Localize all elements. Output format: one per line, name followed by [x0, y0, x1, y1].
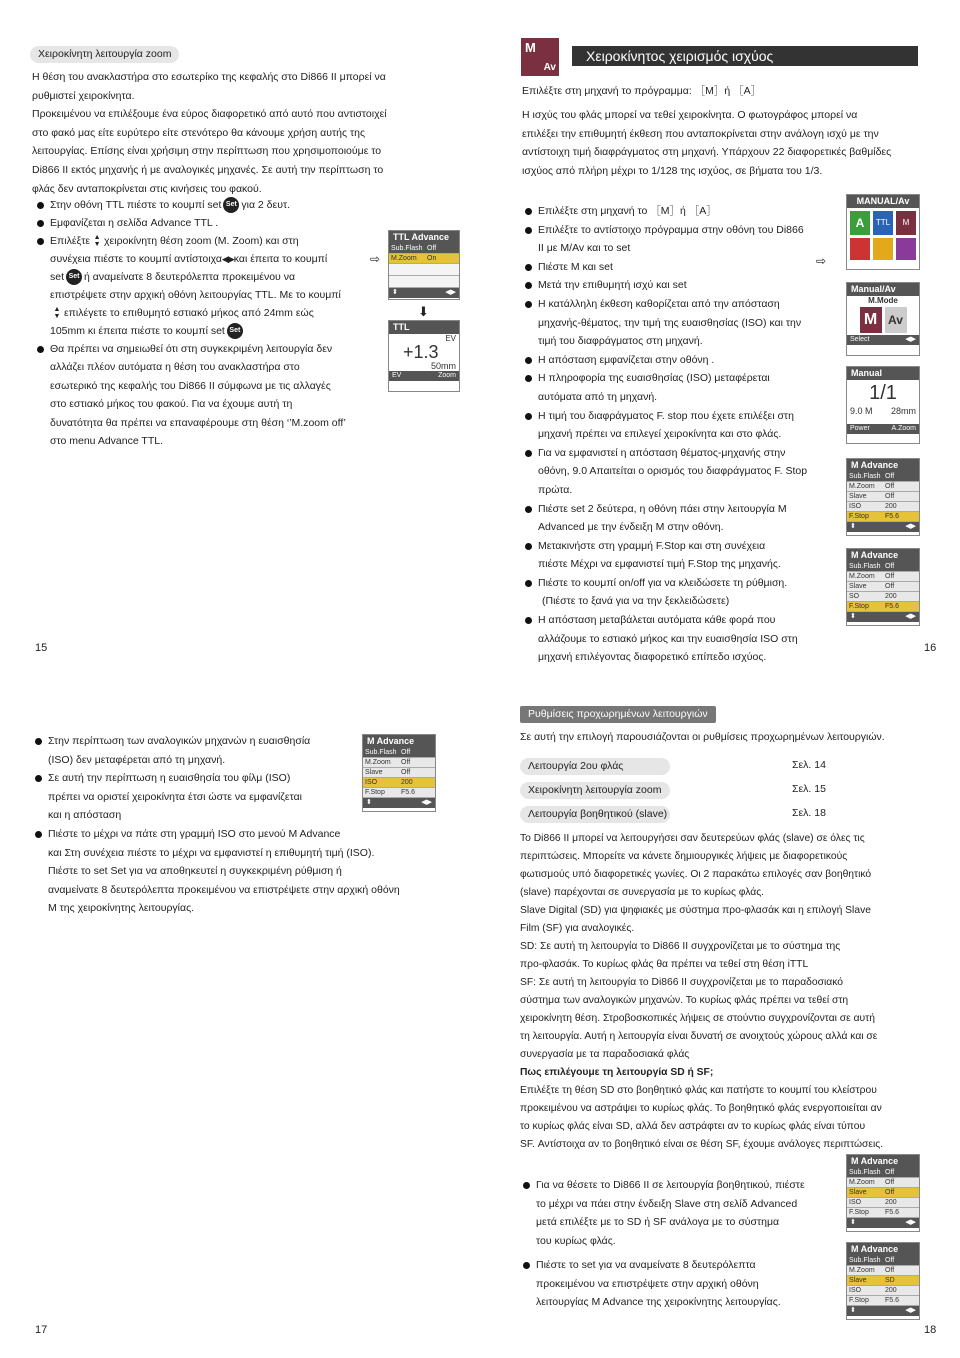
- lcd-ttl-screen: TTL EV +1.3 50mm EV Zoom: [388, 320, 460, 392]
- lcd-manual-av-mode: Manual/Av M.Mode M Av Select ◀▶: [846, 282, 920, 356]
- step-3-line-5: ▲ ▼ επιλέγετε το επιθυμητό εστιακό μήκος από 24mm εώς: [50, 304, 314, 323]
- step-1: Στην οθόνη TTL πιέστε το κουμπί set Set για 2 δευτ.: [50, 196, 290, 215]
- page-16: [480, 0, 960, 670]
- up-down-icon: ▲ ▼: [93, 234, 101, 249]
- lcd-m-advance-1: M Advance Sub.Flash Off M.Zoom Off Slave Off ISO 200 F.Stop F5.6 ⬍ ◀▶: [846, 1154, 920, 1232]
- toc-item-2: Χειροκίνητη λειτουργία zoom: [520, 782, 670, 799]
- lcd-m-advance: M Advance Sub.Flash Off M.Zoom Off Slave Off ISO 200 F.Stop F5.6 ⬍ ◀▶: [362, 734, 436, 812]
- intro-text: Η θέση του ανακλαστήρα στο εσωτερίκο της κεφαλής στο Di866 II μπορεί να ρυθμιστεί χειροκίνητα. Προκειμένου να επιλέξουμε ένα εύρος διαφορετικό από αυτό που αντιστοιχεί στο φακό μας είτε ευρύτερο είτε στενότερο θα κάνουμε χρήση αυτής της λειτουργίας. Επίσης είναι χρήσιμη στην περίπτωση που χρησιμοποιούμε το Di866 II εκτός μηχανής ή με αναλογικές μηχανές. Σε αυτή την περίπτωση το φλάς δεν ανταποκρίνεται στις κινήσεις του φακού.: [32, 71, 387, 195]
- lcd-m-advance-2: M Advance Sub.Flash Off M.Zoom Off Slave Off SO 200 F.Stop F5.6 ⬍ ◀▶: [846, 548, 920, 626]
- step-2: Πιέστε το set για να αναμείνατε 8 δευτερόλεπτα προκειμένου να επιστρέψετε στην αρχική οθόνη λειτουργίας M Advance της χειροκίνητης λειτουργίας.: [536, 1256, 781, 1312]
- intro-text: Η ισχύς του φλάς μπορεί να τεθεί χειροκίνητα. Ο φωτογράφος μπορεί να επιλέξει την επιθυμητή έκθεση που ανταποκρίνεται στην ανάλογη ισχύ με την αντίστοιχη τιμή διαφράγματος στη μηχανή. Υπάρχουν 22 διαφορετικές βαθμίδες ισχύος από πλήρη μέχρι το 1/128 της ισχύος, σε βήματα του 1/3.: [522, 109, 892, 177]
- left-right-icon: ◀▶: [221, 254, 234, 264]
- page-number: 17: [35, 1324, 48, 1336]
- page-header: Χειροκίνητος χειρισμός ισχύος: [572, 46, 918, 66]
- m-av-mode-icon: M Av: [521, 38, 559, 76]
- up-down-icon: ▲ ▼: [53, 306, 61, 321]
- intro-text: Σε αυτή την επιλογή παρουσιάζονται οι ρυθμίσεις προχωρημένων λειτουργιών.: [520, 731, 885, 743]
- step-4-text: αλλάζει πλέον αυτόματα η θέση του ανακλαστήρα στο εσωτερικό της κεφαλής του Di866 II σύμφωνα με τις αλλαγές στο εστιακό μήκος του φακού. Για να έχουμε αυτή τη δυνατότητα θα πρέπει να επαναφέρουμε στη θέση ‘’M.zoom off’ στο menu Advance TTL.: [50, 361, 346, 448]
- set-button-icon: Set: [66, 269, 82, 285]
- lcd-m-advance-2: M Advance Sub.Flash Off M.Zoom Off Slave SD ISO 200 F.Stop F5.6 ⬍ ◀▶: [846, 1242, 920, 1320]
- toc-item-3: Λειτουργία βοηθητικού (slave): [520, 806, 670, 823]
- step-3: Επιλέξτε ▲ ▼ χειροκίνητη θέση zoom (M. Zoom) και στη: [50, 232, 299, 251]
- step-3-line-6: 105mm κι έπειτα πιέστε το κουμπί set Set: [50, 322, 245, 341]
- section-pill: Χειροκίνητη λειτουργία zoom: [30, 46, 179, 63]
- lcd-m-advance-1: M Advance Sub.Flash Off M.Zoom Off Slave Off ISO 200 F.Stop F5.6 ⬍ ◀▶: [846, 458, 920, 536]
- set-button-icon: Set: [223, 197, 239, 213]
- intro-line: Επιλέξτε στη μηχανή το πρόγραμμα: ［M］ή ［A］: [522, 85, 762, 97]
- toc-page-3: Σελ. 18: [792, 807, 826, 819]
- step-3-line-3: set Set ή αναμείνατε 8 δευτερόλεπτα προκειμένου να: [50, 268, 295, 287]
- arrow-icon: ⇨: [816, 254, 827, 268]
- page-18: [480, 690, 960, 1358]
- step-3-line-4: επιστρέψετε στην αρχική οθόνη λειτουργίας TTL. Με το κουμπί: [50, 289, 341, 301]
- down-arrow-icon: ⬇: [418, 304, 429, 319]
- page-15: [0, 0, 480, 670]
- lcd-manual-av-menu: MANUAL/Av A TTL M: [846, 194, 920, 270]
- step-3-line-2: συνέχεια πιέστε το κουμπί αντίστοιχα◀▶και έπειτα το κουμπί: [50, 250, 327, 269]
- page-number: 15: [35, 642, 48, 654]
- steps: Στην περίπτωση των αναλογικών μηχανών η ευαισθησία (ISO) δεν μεταφέρεται από τη μηχανή. Σε αυτή την περίπτωση η ευαισθησία του φίλμ (ISO) πρέπει να οριστεί χειροκίνητα έτσι ώστε να εμφανίζεται και η απόσταση Πιέστε το μέχρι να πάτε στη γραμμή ISO στο μενού M Advance και Στη συνέχεια πιέστε το μέχρι να εμφανιστεί η επιθυμητή τιμή (ISO). Πιέστε το set Set για να αποθηκευτεί η συγκεκριμένη ρύθμιση ή αναμείνατε 8 δευτερόλεπτα προκειμένου να επιστρέψετε στην αρχική οθόνη M της χειροκίνητης λειτουργίας.: [48, 732, 400, 918]
- section-pill: Ρυθμίσεις προχωρημένων λειτουργιών: [520, 706, 716, 723]
- page-number: 18: [924, 1324, 937, 1336]
- arrow-icon: ⇨: [370, 252, 381, 266]
- steps: Επιλέξτε στη μηχανή το ［M］ή ［A］ Επιλέξτε το αντίστοιχο πρόγραμμα στην οθόνη του Di866 II με M/Av και το set Πιέστε M και set Μετά την επιθυμητή ισχύ και set Η κατάλληλη έκθεση καθορίζεται από την απόσταση μηχανής-θέματος, την τιμή της ευαισθησίας (ISO) και την τιμή του διαφράγματος στη μηχανή. Η απόσταση εμφανίζεται στην οθόνη . Η πληροφορία της ευαισθησίας (ISO) μεταφέρεται αυτόματα από τη μηχανή. Η τιμή του διαφράγματος F. stop που έχετε επιλέξει στη μηχανή πρέπει να επιλεγεί χειροκίνητα και στο φλάς. Για να εμφανιστεί η απόσταση θέματος-μηχανής στην οθόνη, 9.0 Απαιτείται ο ορισμός του διαφράγματος F. Stop πρώτα. Πιέστε set 2 δεύτερα, η οθόνη πάει στην λειτουργία M Advanced με την ένδειξη M στην οθόνη. Μετακινήστε στη γραμμή F.Stop και στη συνέχεια πιέστε Μέχρι να εμφανιστεί τιμή F.Stop της μηχανής. Πιέστε το κουμπί on/off για να κλειδώσετε τη ρύθμιση. (Πιέστε το ξανά για να την ξεκλειδώσετε) Η απόσταση μεταβάλεται αυτόματα κάθε φορά που αλλάζουμε το εστιακό μήκος και την ευαισθησία ISO στη μηχανή επιλέγοντας διαφορετικό επίπεδο ισχύος.: [538, 202, 807, 667]
- lcd-ttl-advance: TTL Advance Sub.Flash Off M.Zoom On ⬍ ◀▶: [388, 230, 460, 300]
- step-2: Εμφανίζεται η σελίδα Advance TTL .: [50, 214, 218, 233]
- toc-page-2: Σελ. 15: [792, 783, 826, 795]
- slave-description: Το Di866 II μπορεί να λειτουργήσει σαν δευτερεύων φλάς (slave) σε όλες τις περιπτώσεις. Μπορείτε να κάνετε δημιουργικές λήψεις με διαφορετικούς φωτισμούς υπό διαφορετικές γωνίες. Οι 2 παρακάτω επιλογές σαν βοηθητικό (slave) παρέχονται σε συνεργασία με το κυρίως φλάς. Slave Digital (SD) για ψηφιακές με σύστημα προ-φλασάκ και η επιλογή Slave Film (SF) για αναλογικές. SD: Σε αυτή τη λειτουργία το Di866 II συγχρονίζεται με το σύστημα της προ-φλασάκ. Το κυρίως φλάς θα πρέπει να τεθεί στη θέση iTTL SF: Σε αυτή τη λειτουργία το Di866 II συγχρονίζεται με το παραδοσιακό σύστημα των αναλογικών μηχανών. Το κυρίως φλάς πρέπει να τεθεί στη χειροκίνητη θέση. Στροβοσκοπικές λήψεις σε στούντιο συγχρονίζονται σε αυτή τη λειτουργία. Αυτή η λειτουργία είναι δυνατή σε ανοιχτούς χώρους αλλά και σε συνεργασία με τα παραδοσιακά φλάς Πως επιλέγουμε τη λειτουργία SD ή SF; Επιλέξτε τη θέση SD στο βοηθητικό φλάς και πατήστε το κουμπί του κλείστρου προκειμένου να αστράψει το κυρίως φλάς. Το βοηθητικό φλάς ενεργοποιείται αν το κυρίως φλάς είναι SD, αλλά δεν αστράφτει αν το κυρίως φλάς είναι τύπου SF. Αντίστοιχα αν το βοηθητικό είναι σε θέση SF, έχουμε ανάλογες περιπτώσεις.: [520, 833, 884, 1150]
- toc-page-1: Σελ. 14: [792, 759, 826, 771]
- lcd-manual: Manual 1/1 9.0 M 28mm Power A.Zoom: [846, 366, 920, 444]
- step-1: Για να θέσετε το Di866 II σε λειτουργία βοηθητικού, πιέστε το μέχρι να πάει στην ένδειξη Slave στη σελίδ Advanced μετά επιλέξτε με το SD ή SF ανάλογα με το σύστημα του κυρίως φλάς.: [536, 1176, 805, 1250]
- page-number: 16: [924, 642, 937, 654]
- toc-item-1: Λειτουργία 2ου φλάς: [520, 758, 670, 775]
- set-button-icon: Set: [227, 323, 243, 339]
- page-17: [0, 690, 480, 1358]
- step-4: Θα πρέπει να σημειωθεί ότι στη συγκεκριμένη λειτουργία δεν: [50, 340, 332, 359]
